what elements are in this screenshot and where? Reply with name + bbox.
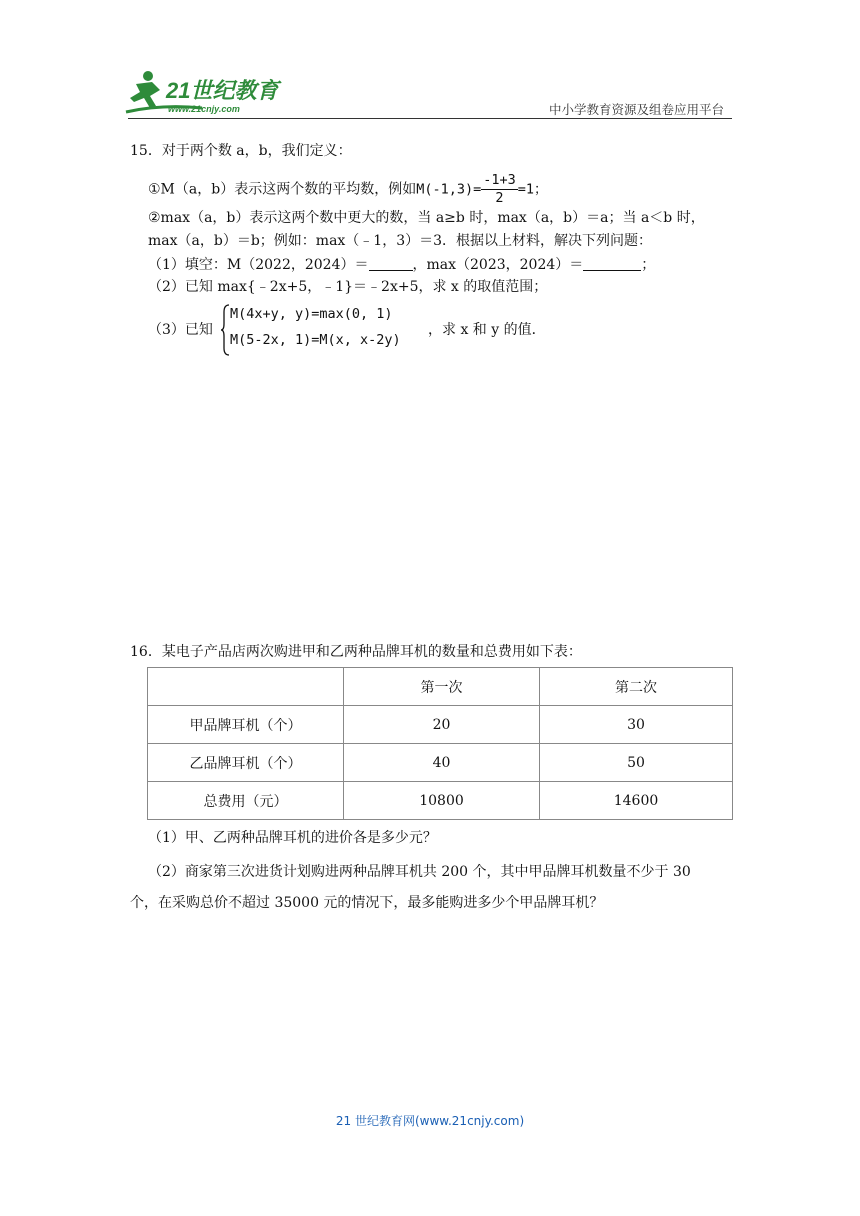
table-cell: 30 xyxy=(540,706,733,744)
table-cell: 总费用（元） xyxy=(148,782,344,820)
q15-stem: 15．对于两个数 a，b，我们定义： xyxy=(130,143,352,159)
table-cell: 40 xyxy=(344,744,540,782)
answer-blank-1[interactable] xyxy=(369,256,413,271)
site-logo xyxy=(122,68,297,116)
def1-numerator: -1+3 xyxy=(483,172,516,188)
q15-part-3-suffix: ，求 x 和 y 的值． xyxy=(428,322,546,338)
left-brace-icon xyxy=(220,304,230,356)
part1-text-b: ，max（2023，2024）＝ xyxy=(412,257,584,273)
table-cell: 甲品牌耳机（个） xyxy=(148,706,344,744)
purchase-table xyxy=(147,667,733,820)
equation-2: M(5-2x, 1)=M(x, x-2y) xyxy=(230,332,401,348)
q16-part-1: （1）甲、乙两种品牌耳机的进价各是多少元？ xyxy=(148,830,437,846)
table-header-cell xyxy=(148,668,344,706)
logo-text: 21世纪教育 xyxy=(166,78,279,103)
def1-fraction xyxy=(481,172,518,207)
q15-definition-1 xyxy=(148,172,548,207)
q15-part-2: （2）已知 max{﹣2x+5，﹣1}＝﹣2x+5，求 x 的取值范围； xyxy=(148,279,548,295)
table-header-row xyxy=(148,668,733,706)
table-cell: 10800 xyxy=(344,782,540,820)
table-cell: 14600 xyxy=(540,782,733,820)
q15-definition-2-line-1: ②max（a，b）表示这两个数中更大的数，当 a≥b 时，max（a，b）＝a；当 a＜b 时， xyxy=(148,210,705,226)
answer-blank-2[interactable] xyxy=(583,256,641,271)
def1-expression: M(-1,3)= xyxy=(416,181,482,198)
def1-denominator: 2 xyxy=(495,190,504,206)
table-header-cell: 第二次 xyxy=(540,668,733,706)
q16-stem: 16．某电子产品店两次购进甲和乙两种品牌耳机的数量和总费用如下表： xyxy=(130,644,582,660)
q16-part-2-line-1: （2）商家第三次进货计划购进两种品牌耳机共 200 个，其中甲品牌耳机数量不少于 30 xyxy=(148,864,691,880)
table-row xyxy=(148,706,733,744)
table-header-cell: 第一次 xyxy=(344,668,540,706)
table-cell: 50 xyxy=(540,744,733,782)
table-row xyxy=(148,744,733,782)
equation-system xyxy=(220,304,440,356)
def1-tail: =1； xyxy=(517,181,548,198)
q15-definition-2-line-2: max（a，b）＝b；例如：max（﹣1，3）＝3．根据以上材料，解决下列问题： xyxy=(148,233,653,249)
table-cell: 乙品牌耳机（个） xyxy=(148,744,344,782)
part1-text-c: ； xyxy=(641,257,656,273)
q15-part-1 xyxy=(148,255,655,275)
def1-prefix: ①M（a，b）表示这两个数的平均数，例如 xyxy=(148,181,417,198)
part1-text-a: （1）填空：M（2022，2024）＝ xyxy=(148,257,369,273)
footer-link[interactable]: 21 世纪教育网(www.21cnjy.com) xyxy=(335,1114,525,1128)
logo-url: www.21cnjy.com xyxy=(168,104,240,114)
q16-part-2-line-2: 个，在采购总价不超过 35000 元的情况下，最多能购进多少个甲品牌耳机？ xyxy=(130,895,604,911)
table-cell: 20 xyxy=(344,706,540,744)
table-row xyxy=(148,782,733,820)
q15-part-3-prefix: （3）已知 xyxy=(148,322,213,338)
platform-tagline: 中小学教育资源及组卷应用平台 xyxy=(548,102,724,117)
equation-1: M(4x+y, y)=max(0, 1) xyxy=(230,306,393,322)
header-divider xyxy=(128,118,732,119)
